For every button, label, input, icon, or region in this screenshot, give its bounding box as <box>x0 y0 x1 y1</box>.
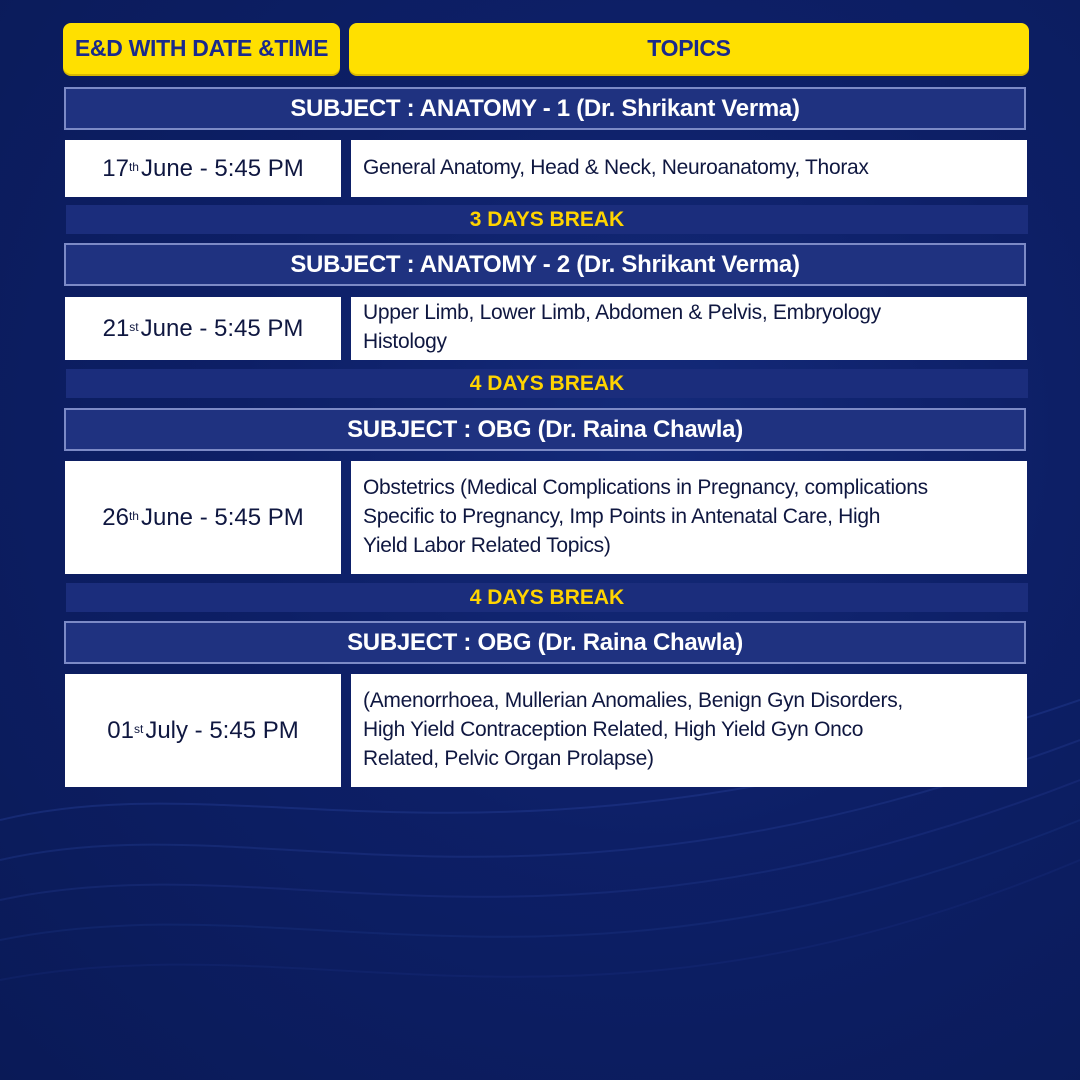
date-suffix: th <box>128 159 139 174</box>
subject-obg-1: SUBJECT : OBG (Dr. Raina Chawla) <box>64 408 1026 451</box>
topic-line: Yield Labor Related Topics) <box>363 534 611 557</box>
topic-line: Histology <box>363 330 447 353</box>
date-cell-3 <box>65 461 341 574</box>
topic-line: General Anatomy, Head & Neck, Neuroanatomy, Thorax <box>363 156 869 179</box>
date-rest: June - 5:45 PM <box>140 314 304 342</box>
date-day: 01 <box>107 716 134 744</box>
subject-anatomy-1: SUBJECT : ANATOMY - 1 (Dr. Shrikant Verma) <box>64 87 1026 130</box>
topic-cell-2 <box>351 297 1027 360</box>
date-day: 17 <box>102 154 129 182</box>
topic-line: Obstetrics (Medical Complications in Pregnancy, complications <box>363 476 928 499</box>
date-suffix: st <box>133 721 144 736</box>
break-row-2: 4 DAYS BREAK <box>66 369 1028 398</box>
date-suffix: th <box>128 508 139 523</box>
date-cell-2 <box>65 297 341 360</box>
break-row-1: 3 DAYS BREAK <box>66 205 1028 234</box>
subject-obg-2: SUBJECT : OBG (Dr. Raina Chawla) <box>64 621 1026 664</box>
date-suffix: st <box>129 319 139 334</box>
subject-anatomy-2: SUBJECT : ANATOMY - 2 (Dr. Shrikant Verma) <box>64 243 1026 286</box>
topic-cell-3 <box>351 461 1027 574</box>
date-day: 26 <box>102 503 129 531</box>
header-topics: TOPICS <box>349 23 1029 74</box>
date-rest: July - 5:45 PM <box>145 716 299 744</box>
date-cell-4 <box>65 674 341 787</box>
topic-cell-1 <box>351 140 1027 197</box>
topic-line: High Yield Contraception Related, High Yield Gyn Onco <box>363 718 864 741</box>
header-date-time: E&D WITH DATE &TIME <box>63 23 340 74</box>
break-row-3: 4 DAYS BREAK <box>66 583 1028 612</box>
date-rest: June - 5:45 PM <box>140 503 304 531</box>
date-cell-1 <box>65 140 341 197</box>
date-rest: June - 5:45 PM <box>140 154 304 182</box>
topic-line: (Amenorrhoea, Mullerian Anomalies, Benign Gyn Disorders, <box>363 689 903 712</box>
date-day: 21 <box>102 314 130 342</box>
topic-line: Upper Limb, Lower Limb, Abdomen & Pelvis, Embryology <box>363 301 881 324</box>
topic-cell-4 <box>351 674 1027 787</box>
topic-line: Related, Pelvic Organ Prolapse) <box>363 747 654 770</box>
topic-line: Specific to Pregnancy, Imp Points in Antenatal Care, High <box>363 505 881 528</box>
